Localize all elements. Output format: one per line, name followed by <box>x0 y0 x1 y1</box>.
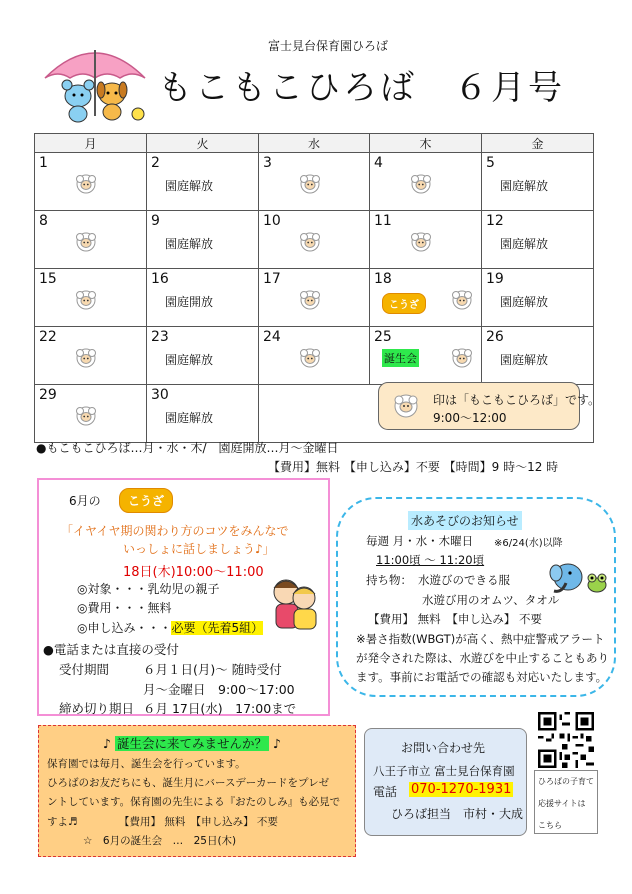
weekday-fri: 金 <box>482 134 594 153</box>
lecture-theme-2: いっしょに話しましょう♪」 <box>123 542 275 556</box>
contact-box <box>364 728 527 836</box>
day-number: 5 <box>486 155 495 171</box>
day-event: 園庭解放 <box>165 353 214 367</box>
birthday-title: 誕生会に来てみませんか？ <box>116 736 267 751</box>
birthday-box <box>38 725 356 857</box>
day-number: 3 <box>263 155 272 171</box>
day-number: 11 <box>374 213 392 229</box>
children-icon <box>264 572 326 634</box>
calendar-day <box>370 211 482 269</box>
calendar-day <box>482 211 594 269</box>
lecture-theme-1: 「イヤイヤ期の関わり方のコツをみんなで <box>61 524 289 538</box>
day-event: 園庭解放 <box>165 179 214 193</box>
water-play-title: 水あそびのお知らせ <box>408 511 522 530</box>
period-value: ６月１日(月)～ 随時受付 <box>143 662 282 677</box>
water-time: 11:00頃 ～ 11:20頃 <box>376 553 485 567</box>
sheep-icon <box>75 231 97 253</box>
calendar-day <box>259 153 370 211</box>
contact-title: お問い合わせ先 <box>401 741 486 755</box>
calendar-day <box>482 269 594 327</box>
sheep-icon <box>451 289 473 311</box>
day-number: 4 <box>374 155 383 171</box>
calendar-week <box>35 269 594 327</box>
day-event: 園庭解放 <box>500 295 549 309</box>
day-event: 園庭解放 <box>500 237 549 251</box>
calendar-week <box>35 153 594 211</box>
day-number: 29 <box>39 387 57 403</box>
calendar-day <box>35 211 147 269</box>
legend-box <box>378 382 601 430</box>
day-event: 園庭解放 <box>500 353 549 367</box>
day-number: 17 <box>263 271 281 287</box>
water-schedule: 毎週 月・水・木曜日 <box>366 534 474 548</box>
calendar-day <box>482 327 594 385</box>
day-number: 23 <box>151 329 169 345</box>
calendar-day <box>35 385 147 443</box>
calendar-day <box>482 153 594 211</box>
calendar-week <box>35 211 594 269</box>
lecture-prefix: 6月の <box>69 494 101 508</box>
birthday-day-badge: 誕生会 <box>382 349 419 367</box>
day-event: 園庭解放 <box>500 179 549 193</box>
water-items-1: 水遊びのできる服 <box>418 573 510 587</box>
day-number: 25 <box>374 329 392 345</box>
day-event: 園庭開放 <box>165 295 214 309</box>
qr-note-line-1: ひろばの子育て <box>538 777 594 786</box>
umbrella-animals-icon <box>40 38 150 124</box>
sheep-icon <box>75 405 97 427</box>
sheep-icon <box>75 289 97 311</box>
weekday-thu: 木 <box>370 134 482 153</box>
birthday-event: ☆ 6月の誕生会 … 25日(木) <box>83 835 237 847</box>
deadline-label: 締め切り期日 <box>59 701 135 716</box>
sheep-icon <box>299 289 321 311</box>
contact-org: 八王子市立 富士見台保育園 <box>373 764 515 778</box>
period-label: 受付期間 <box>59 662 110 677</box>
day-number: 10 <box>263 213 281 229</box>
page-title: もこもこひろば ６月号 <box>158 68 565 108</box>
contact-phone-label: 電話 <box>373 785 398 799</box>
calendar-day <box>370 327 482 385</box>
day-number: 19 <box>486 271 504 287</box>
day-number: 12 <box>486 213 504 229</box>
calendar-day <box>35 269 147 327</box>
calendar-day <box>147 153 259 211</box>
birthday-fee: 【費用】 無料 【申し込み】 不要 <box>119 816 278 828</box>
water-play-box <box>336 497 616 697</box>
day-event: 園庭解放 <box>165 411 214 425</box>
reception-heading: ●電話または直接の受付 <box>43 642 179 657</box>
qr-note-line-2: 応援サイトは <box>538 799 586 808</box>
water-note-3: ます。事前にお電話での確認も対応いたします。 <box>356 670 608 684</box>
music-note-icon: ♪ <box>103 736 111 751</box>
sheep-icon <box>299 231 321 253</box>
day-number: 1 <box>39 155 48 171</box>
frog-icon <box>586 571 608 593</box>
calendar-day <box>147 211 259 269</box>
period-time: 月～金曜日 9:00～17:00 <box>143 682 295 697</box>
calendar-day <box>259 269 370 327</box>
lecture-apply-label: ◎申し込み・・・ <box>77 621 172 635</box>
qr-note <box>534 770 598 834</box>
water-items-label: 持ち物： <box>366 573 412 587</box>
day-event: 園庭解放 <box>165 237 214 251</box>
water-fee: 【費用】 無料 【申し込み】 不要 <box>368 612 543 626</box>
qr-code[interactable] <box>538 712 594 768</box>
lecture-fee: ◎費用・・・無料 <box>77 601 172 615</box>
sheep-icon <box>410 173 432 195</box>
calendar-day <box>35 153 147 211</box>
lecture-datetime: 18日(木)10:00～11:00 <box>123 565 264 580</box>
calendar-day <box>259 327 370 385</box>
day-number: 22 <box>39 329 57 345</box>
day-number: 18 <box>374 271 392 287</box>
lecture-target: ◎対象・・・乳幼児の親子 <box>77 582 220 596</box>
day-number: 30 <box>151 387 169 403</box>
sheep-icon <box>451 347 473 369</box>
birthday-body-4: すよ♬ <box>47 816 78 828</box>
weekday-header <box>35 134 594 153</box>
day-number: 26 <box>486 329 504 345</box>
calendar-day <box>147 385 259 443</box>
calendar-day <box>370 153 482 211</box>
lecture-apply-required: 必要（先着5組） <box>171 621 264 635</box>
organization-name: 富士見台保育園ひろば <box>268 39 389 53</box>
sheep-icon <box>410 231 432 253</box>
calendar-day <box>259 211 370 269</box>
water-items-2: 水遊び用のオムツ、タオル <box>422 593 560 607</box>
elephant-icon <box>548 555 588 595</box>
sheep-icon <box>393 393 419 419</box>
birthday-body-2: ひろばのお友だちにも、誕生月にバースデーカードをプレゼ <box>47 777 330 789</box>
day-number: 8 <box>39 213 48 229</box>
deadline-value: ６月 17日(水) 17:00まで <box>143 701 297 716</box>
music-note-icon: ♪ <box>272 736 281 751</box>
water-note-2: が発令された際は、水遊びを中止することもあり <box>356 651 609 665</box>
weekday-tue: 火 <box>147 134 259 153</box>
contact-staff: ひろば担当 市村・大成 <box>391 807 524 821</box>
day-number: 15 <box>39 271 57 287</box>
birthday-body-1: 保育園では毎月、誕生会を行っています。 <box>47 758 246 770</box>
calendar-day <box>370 269 482 327</box>
contact-phone[interactable]: 070-1270-1931 <box>411 782 512 797</box>
water-schedule-note: ※6/24(水)以降 <box>494 538 563 549</box>
calendar-day <box>147 269 259 327</box>
day-number: 9 <box>151 213 160 229</box>
calendar-day <box>147 327 259 385</box>
water-note-1: ※暑さ指数(WBGT)が高く、熱中症警戒アラート <box>356 632 605 646</box>
weekday-mon: 月 <box>35 134 147 153</box>
sheep-icon <box>299 173 321 195</box>
lecture-day-badge: こうざ <box>382 293 426 314</box>
weekday-wed: 水 <box>259 134 370 153</box>
birthday-title-row <box>103 734 281 752</box>
legend-text: 印は「もこもこひろば」です。 <box>433 393 601 407</box>
sheep-icon <box>75 347 97 369</box>
schedule-info: ●もこもこひろば…月・水・木/ 園庭開放…月～金曜日 <box>36 441 339 455</box>
day-number: 2 <box>151 155 160 171</box>
lecture-apply <box>77 619 263 636</box>
lecture-badge: こうざ <box>119 488 173 513</box>
sheep-icon <box>299 347 321 369</box>
sheep-icon <box>75 173 97 195</box>
day-number: 24 <box>263 329 281 345</box>
fee-info: 【費用】無料 【申し込み】不要 【時間】9 時～12 時 <box>268 460 559 474</box>
lecture-box <box>37 478 330 716</box>
legend-time: 9:00～12:00 <box>433 411 507 425</box>
qr-note-line-3: こちら <box>538 821 562 830</box>
calendar-day <box>35 327 147 385</box>
header <box>0 0 632 125</box>
day-number: 16 <box>151 271 169 287</box>
calendar-week <box>35 327 594 385</box>
birthday-body-3: ントしています。保育園の先生による『おたのしみ』も必見で <box>47 796 341 808</box>
